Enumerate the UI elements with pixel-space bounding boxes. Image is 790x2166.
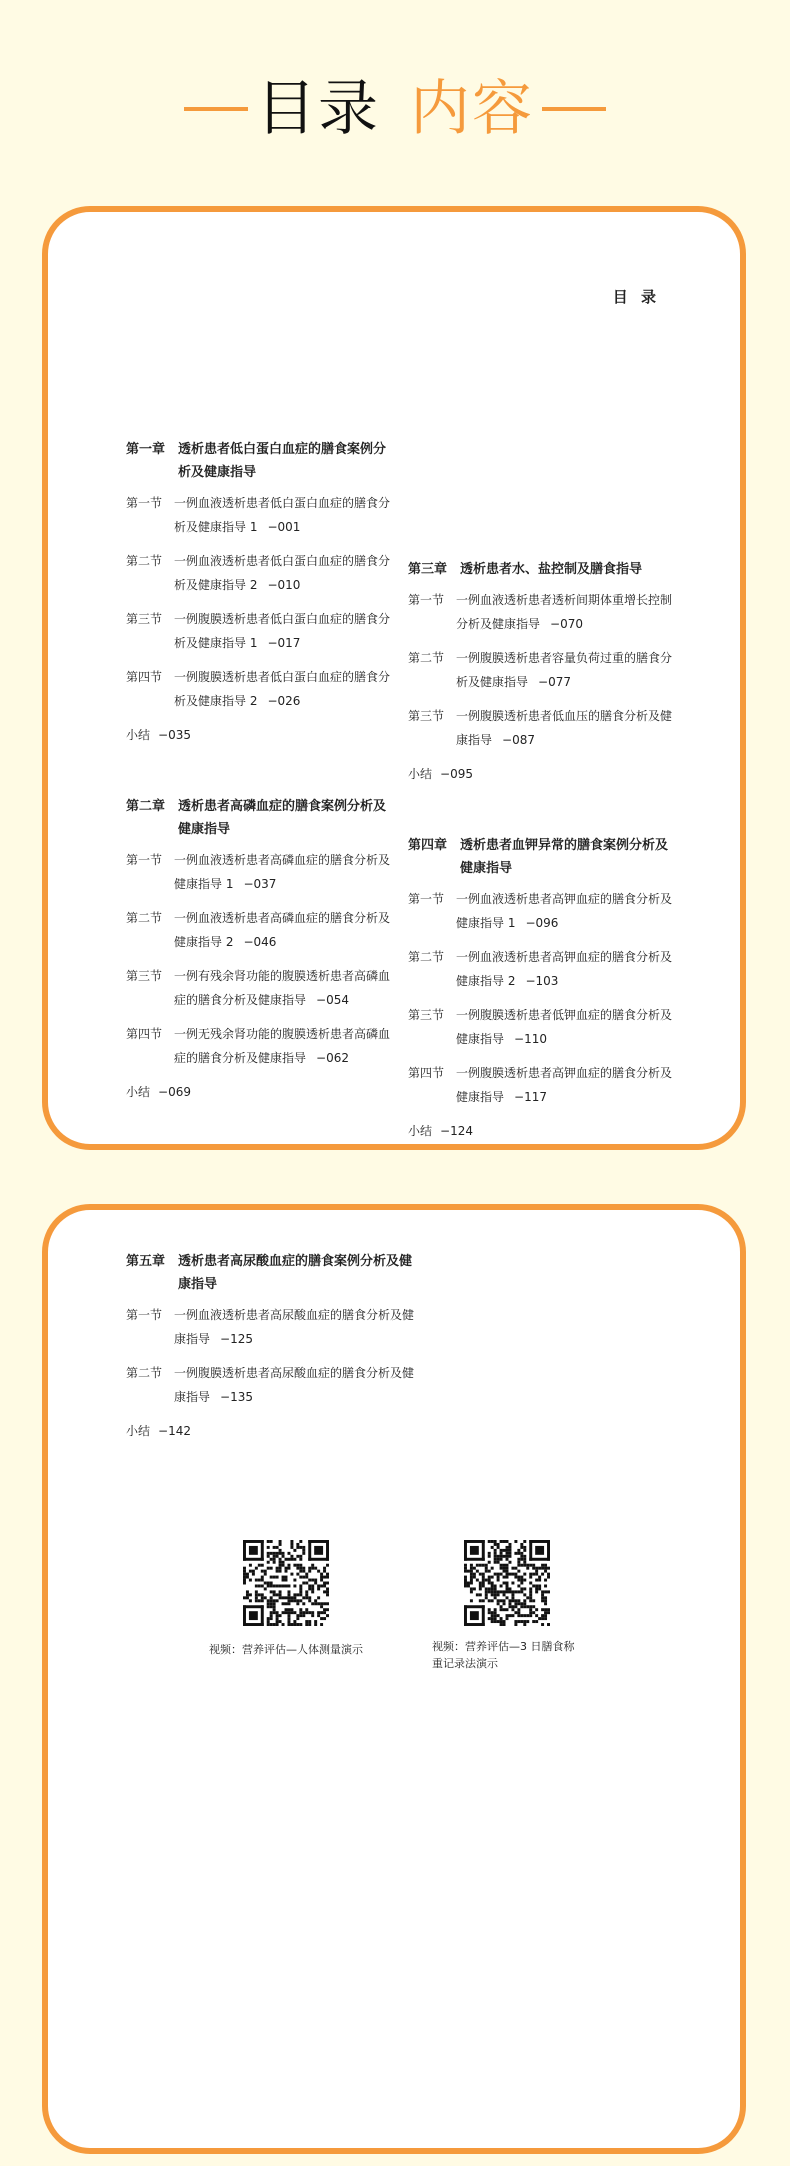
section-title-wrap — [174, 964, 396, 1012]
chapter-gap — [408, 786, 678, 834]
chapter-heading — [126, 1250, 416, 1296]
section-number: 第一节 — [126, 853, 163, 867]
toc-section-entry[interactable] — [126, 607, 396, 655]
section-title: 一例血液透析患者低白蛋白血症的膳食分析及健康指导 1 — [174, 496, 391, 534]
section-number: 第二节 — [408, 950, 445, 964]
header-right-line — [542, 107, 606, 111]
section-title-wrap — [174, 1303, 416, 1351]
section-number: 第一节 — [126, 1308, 163, 1322]
header-left-line — [184, 107, 248, 111]
section-title-wrap — [456, 1061, 678, 1109]
chapter-number: 第三章 — [408, 562, 448, 577]
section-title: 一例血液透析患者透析间期体重增长控制分析及健康指导 — [456, 593, 673, 631]
section-title: 一例腹膜透析患者容量负荷过重的膳食分析及健康指导 — [456, 651, 673, 689]
section-number: 第二节 — [126, 911, 163, 925]
toc-left-column — [126, 438, 396, 1104]
section-title: 一例血液透析患者高磷血症的膳食分析及健康指导 1 — [174, 853, 391, 891]
section-title-wrap — [456, 646, 678, 694]
summary-label: 小结 — [408, 1124, 433, 1138]
section-title-wrap — [174, 607, 396, 655]
section-page: −046 — [243, 935, 277, 949]
section-title: 一例血液透析患者低白蛋白血症的膳食分析及健康指导 2 — [174, 554, 391, 592]
section-title: 一例有残余肾功能的腹膜透析患者高磷血症的膳食分析及健康指导 — [174, 969, 391, 1007]
section-title: 一例血液透析患者高钾血症的膳食分析及健康指导 1 — [456, 892, 673, 930]
chapter-title: 透析患者高磷血症的膳食案例分析及健康指导 — [178, 799, 387, 837]
section-title-wrap — [456, 887, 678, 935]
toc-chapter5-column — [126, 1250, 416, 1443]
chapter-number: 第二章 — [126, 799, 166, 814]
section-title-wrap — [456, 1003, 678, 1051]
section-title-wrap — [456, 945, 678, 993]
toc-section-entry[interactable] — [408, 646, 678, 694]
section-title: 一例血液透析患者高钾血症的膳食分析及健康指导 2 — [456, 950, 673, 988]
toc-summary-entry[interactable] — [408, 1119, 678, 1143]
chapter-block — [408, 558, 678, 786]
toc-section-entry[interactable] — [126, 906, 396, 954]
section-title-wrap — [174, 848, 396, 896]
section-number: 第三节 — [126, 612, 163, 626]
section-list — [408, 588, 678, 752]
section-page: −077 — [538, 675, 571, 689]
chapter-heading — [126, 795, 396, 841]
section-title: 一例血液透析患者高尿酸血症的膳食分析及健康指导 — [174, 1308, 415, 1346]
toc-label: 目 录 — [612, 288, 660, 306]
summary-label: 小结 — [126, 1424, 151, 1438]
section-number: 第二节 — [408, 651, 445, 665]
toc-section-entry[interactable] — [408, 1003, 678, 1051]
summary-label: 小结 — [126, 1085, 151, 1099]
video-caption-1: 视频：营养评估—人体测量演示 — [209, 1643, 363, 1656]
chapter-title: 透析患者血钾异常的膳食案例分析及健康指导 — [460, 838, 669, 876]
section-page: −110 — [514, 1032, 547, 1046]
chapter-title: 透析患者高尿酸血症的膳食案例分析及健康指导 — [178, 1254, 413, 1292]
section-number: 第四节 — [408, 1066, 445, 1080]
chapter-number: 第一章 — [126, 442, 166, 457]
chapter-block — [408, 834, 678, 1143]
section-list — [408, 887, 678, 1109]
section-title: 一例腹膜透析患者低白蛋白血症的膳食分析及健康指导 1 — [174, 612, 391, 650]
section-title-wrap — [456, 704, 678, 752]
section-title-wrap — [174, 549, 396, 597]
toc-section-entry[interactable] — [126, 1303, 416, 1351]
chapter-heading — [408, 558, 678, 581]
toc-section-entry[interactable] — [408, 945, 678, 993]
section-number: 第二节 — [126, 1366, 163, 1380]
chapter-heading — [408, 834, 678, 880]
summary-page: −095 — [440, 767, 473, 781]
toc-section-entry[interactable] — [408, 588, 678, 636]
toc-section-entry[interactable] — [126, 549, 396, 597]
chapter-gap — [126, 747, 396, 795]
toc-card-2 — [42, 1204, 746, 2154]
section-page: −103 — [525, 974, 559, 988]
chapter-block — [126, 795, 396, 1104]
section-page: −117 — [514, 1090, 547, 1104]
section-title: 一例血液透析患者高磷血症的膳食分析及健康指导 2 — [174, 911, 391, 949]
section-title: 一例腹膜透析患者高尿酸血症的膳食分析及健康指导 — [174, 1366, 415, 1404]
section-title-wrap — [174, 491, 396, 539]
toc-summary-entry[interactable] — [126, 1419, 416, 1443]
toc-section-entry[interactable] — [408, 1061, 678, 1109]
section-number: 第三节 — [408, 1008, 445, 1022]
qr-code-icon[interactable] — [243, 1540, 329, 1626]
toc-section-entry[interactable] — [126, 964, 396, 1012]
section-title-wrap — [174, 906, 396, 954]
toc-section-entry[interactable] — [126, 1022, 396, 1070]
section-title: 一例无残余肾功能的腹膜透析患者高磷血症的膳食分析及健康指导 — [174, 1027, 391, 1065]
section-page: −001 — [267, 520, 301, 534]
toc-card-1 — [42, 206, 746, 1150]
section-number: 第三节 — [126, 969, 163, 983]
section-number: 第二节 — [126, 554, 163, 568]
chapter-heading — [126, 438, 396, 484]
summary-page: −069 — [158, 1085, 191, 1099]
chapter-block — [126, 1250, 416, 1443]
video-block-1 — [196, 1540, 376, 1658]
toc-section-entry[interactable] — [126, 491, 396, 539]
page-header — [0, 64, 790, 154]
chapter-number: 第四章 — [408, 838, 448, 853]
section-number: 第一节 — [408, 593, 445, 607]
section-title-wrap — [174, 1361, 416, 1409]
section-title: 一例腹膜透析患者低血压的膳食分析及健康指导 — [456, 709, 673, 747]
toc-summary-entry[interactable] — [126, 1080, 396, 1104]
toc-section-entry[interactable] — [126, 1361, 416, 1409]
toc-summary-entry[interactable] — [126, 723, 396, 747]
summary-page: −035 — [158, 728, 191, 742]
summary-label: 小结 — [126, 728, 151, 742]
section-page: −054 — [316, 993, 349, 1007]
toc-section-entry[interactable] — [408, 887, 678, 935]
chapter-title: 透析患者低白蛋白血症的膳食案例分析及健康指导 — [178, 442, 387, 480]
section-page: −037 — [243, 877, 277, 891]
video-caption-2: 视频：营养评估—3 日膳食称重记录法演示 — [432, 1640, 575, 1670]
section-page: −125 — [220, 1332, 253, 1346]
summary-page: −124 — [440, 1124, 473, 1138]
summary-page: −142 — [158, 1424, 191, 1438]
video-block-2 — [432, 1540, 582, 1672]
chapter-title: 透析患者水、盐控制及膳食指导 — [460, 562, 643, 577]
section-title: 一例腹膜透析患者低白蛋白血症的膳食分析及健康指导 2 — [174, 670, 391, 708]
section-page: −062 — [316, 1051, 349, 1065]
section-list — [126, 848, 396, 1070]
section-title-wrap — [174, 1022, 396, 1070]
toc-right-column — [408, 558, 678, 1143]
chapter-number: 第五章 — [126, 1254, 166, 1269]
header-title-orange: 内容 — [410, 74, 534, 144]
section-number: 第一节 — [408, 892, 445, 906]
chapter-block — [126, 438, 396, 747]
section-title: 一例腹膜透析患者低钾血症的膳食分析及健康指导 — [456, 1008, 673, 1046]
section-page: −010 — [267, 578, 301, 592]
toc-section-entry[interactable] — [408, 704, 678, 752]
summary-label: 小结 — [408, 767, 433, 781]
section-page: −026 — [267, 694, 301, 708]
section-list — [126, 1303, 416, 1409]
section-page: −096 — [525, 916, 559, 930]
section-number: 第一节 — [126, 496, 163, 510]
section-title-wrap — [174, 665, 396, 713]
section-page: −087 — [502, 733, 535, 747]
section-title: 一例腹膜透析患者高钾血症的膳食分析及健康指导 — [456, 1066, 673, 1104]
section-title-wrap — [456, 588, 678, 636]
toc-section-entry[interactable] — [126, 665, 396, 713]
toc-summary-entry[interactable] — [408, 762, 678, 786]
section-number: 第三节 — [408, 709, 445, 723]
toc-section-entry[interactable] — [126, 848, 396, 896]
section-page: −017 — [267, 636, 301, 650]
section-list — [126, 491, 396, 713]
qr-code-icon[interactable] — [464, 1540, 550, 1626]
section-number: 第四节 — [126, 670, 163, 684]
header-title-black: 目录 — [256, 74, 380, 144]
section-page: −070 — [550, 617, 583, 631]
section-number: 第四节 — [126, 1027, 163, 1041]
section-page: −135 — [220, 1390, 253, 1404]
